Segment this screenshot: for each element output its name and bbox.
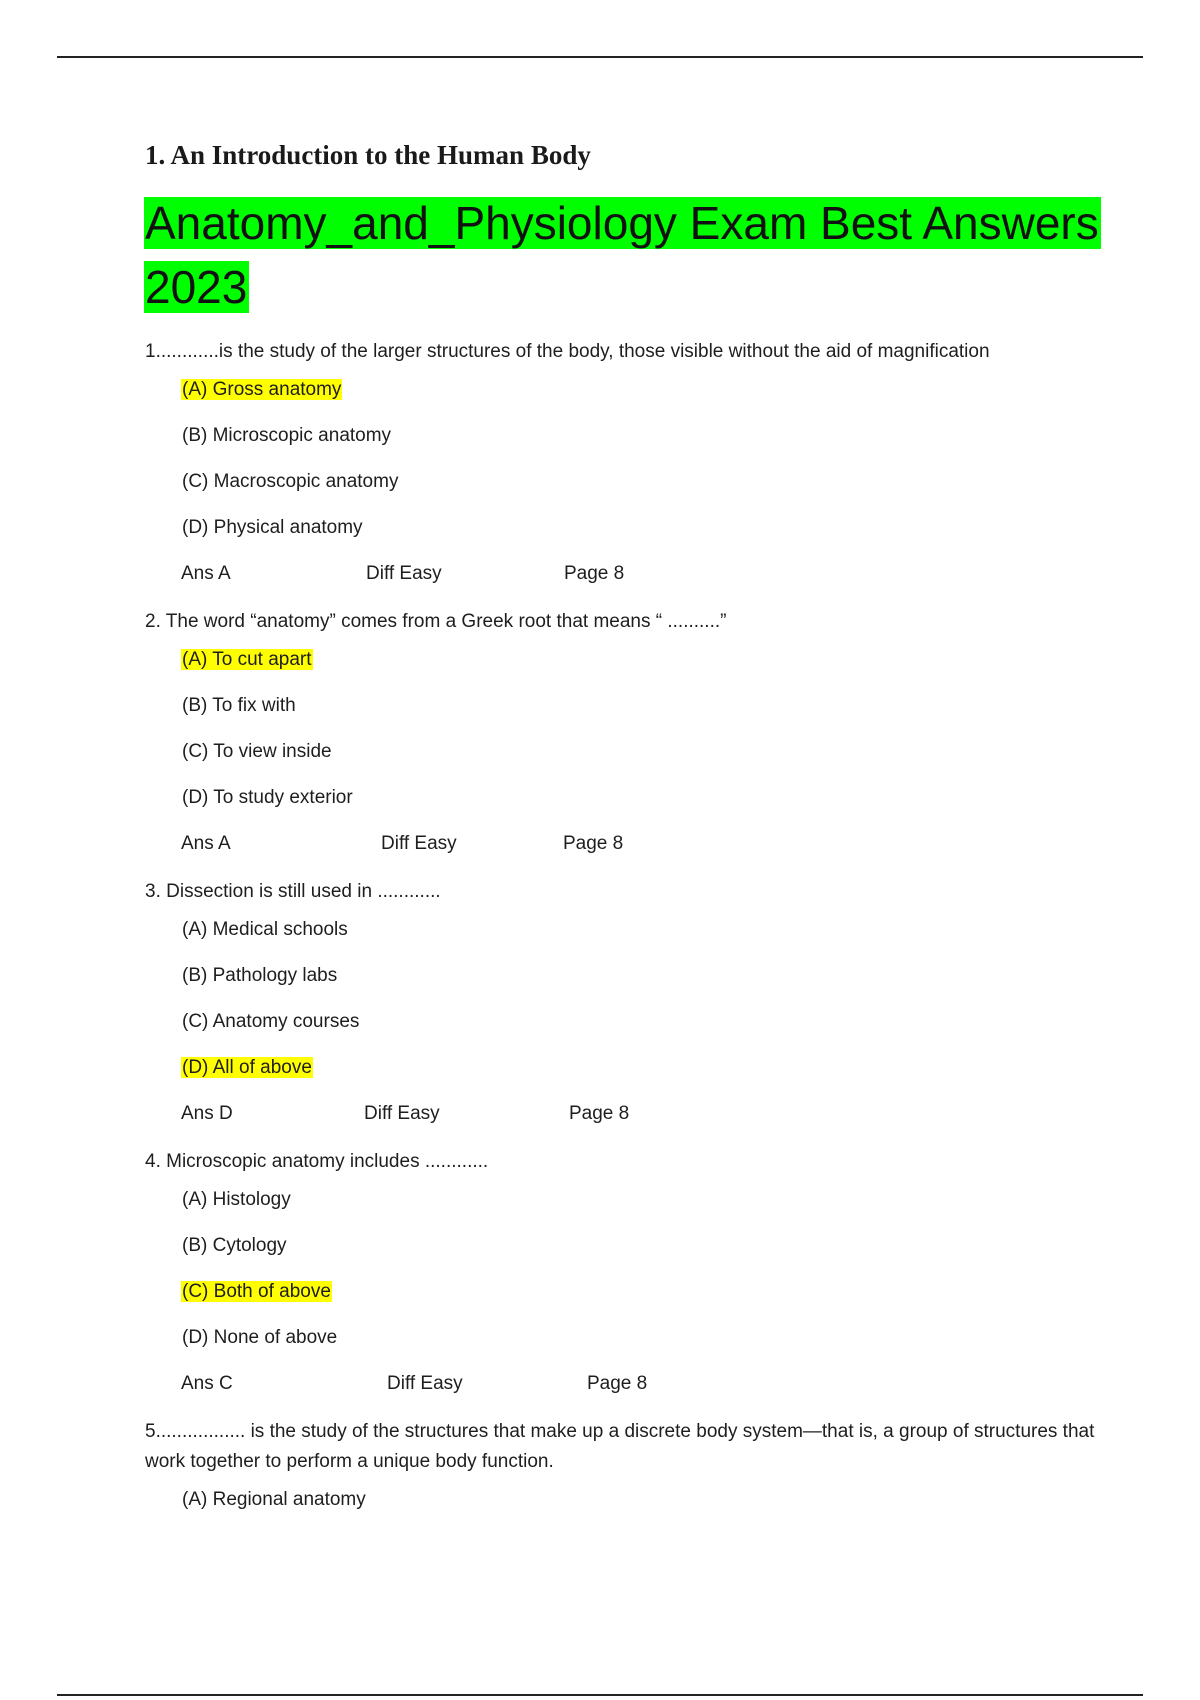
answer-meta: [181, 831, 1105, 877]
page-ref: Page 8: [569, 1103, 630, 1124]
question-text: 3. Dissection is still used in ............: [145, 881, 441, 902]
chapter-title: 1. An Introduction to the Human Body: [145, 140, 591, 170]
option: [181, 1487, 1105, 1533]
answer-key: Ans A: [181, 563, 231, 584]
question-text: 2. The word “anatomy” comes from a Greek root that means “ ..........”: [145, 611, 727, 632]
option-list: [181, 377, 1105, 561]
option: [181, 963, 1105, 1009]
option-label: (A) Gross anatomy: [182, 379, 342, 400]
option: [181, 423, 1105, 469]
bottom-rule: [57, 1694, 1143, 1696]
option-label: (D) Physical anatomy: [182, 517, 363, 538]
option: [181, 739, 1105, 785]
option: [181, 785, 1105, 831]
option: [181, 469, 1105, 515]
option: [181, 515, 1105, 561]
question-text: 4. Microscopic anatomy includes ............: [145, 1151, 489, 1172]
option: [181, 693, 1105, 739]
option: [181, 1233, 1105, 1279]
correct-option: [181, 1055, 1105, 1101]
question-block: [145, 1147, 1105, 1417]
option-label: (A) Medical schools: [182, 919, 348, 940]
question-list: [145, 337, 1105, 1533]
answer-meta: [181, 561, 1105, 607]
page-ref: Page 8: [564, 563, 625, 584]
question-text: 5................. is the study of the structures that make up a discrete body system—that is, a group of structures that work together to perform a unique body function.: [145, 1421, 1095, 1472]
option-label: (D) To study exterior: [182, 787, 353, 808]
answer-key: Ans C: [181, 1373, 233, 1394]
option-label: (D) None of above: [182, 1327, 338, 1348]
page-ref: Page 8: [563, 833, 624, 854]
option-label: (A) Regional anatomy: [182, 1489, 366, 1510]
option-label: (A) To cut apart: [182, 649, 312, 670]
correct-option: [181, 1279, 1105, 1325]
option-label: (D) All of above: [182, 1057, 312, 1078]
difficulty: Diff Easy: [381, 833, 457, 854]
question-block: [145, 877, 1105, 1147]
question-block: [145, 607, 1105, 877]
option-label: (C) To view inside: [182, 741, 332, 762]
option-label: (B) Cytology: [182, 1235, 287, 1256]
option-label: (C) Anatomy courses: [182, 1011, 360, 1032]
difficulty: Diff Easy: [366, 563, 442, 584]
answer-key: Ans A: [181, 833, 231, 854]
option: [181, 917, 1105, 963]
option-list: [181, 1187, 1105, 1371]
option-label: (B) Pathology labs: [182, 965, 338, 986]
option-list: [181, 1487, 1105, 1533]
option-label: (C) Both of above: [182, 1281, 331, 1302]
banner-title: [144, 191, 1105, 319]
question-block: [145, 337, 1105, 607]
difficulty: Diff Easy: [364, 1103, 440, 1124]
answer-key: Ans D: [181, 1103, 233, 1124]
option: [181, 1325, 1105, 1371]
option-list: [181, 917, 1105, 1101]
question-block: [145, 1417, 1105, 1533]
page-ref: Page 8: [587, 1373, 648, 1394]
option-label: (A) Histology: [182, 1189, 291, 1210]
answer-meta: [181, 1371, 1105, 1417]
question-text: 1............is the study of the larger structures of the body, those visible without the aid of magnification: [145, 341, 990, 362]
banner-title-text: Anatomy_and_Physiology Exam Best Answers 2023: [145, 197, 1099, 313]
difficulty: Diff Easy: [387, 1373, 463, 1394]
correct-option: [181, 377, 1105, 423]
option-label: (B) Microscopic anatomy: [182, 425, 392, 446]
correct-option: [181, 647, 1105, 693]
answer-meta: [181, 1101, 1105, 1147]
option: [181, 1009, 1105, 1055]
option-label: (C) Macroscopic anatomy: [182, 471, 399, 492]
option-label: (B) To fix with: [182, 695, 296, 716]
option: [181, 1187, 1105, 1233]
top-rule: [57, 56, 1143, 58]
document-body: [145, 140, 1105, 1533]
option-list: [181, 647, 1105, 831]
